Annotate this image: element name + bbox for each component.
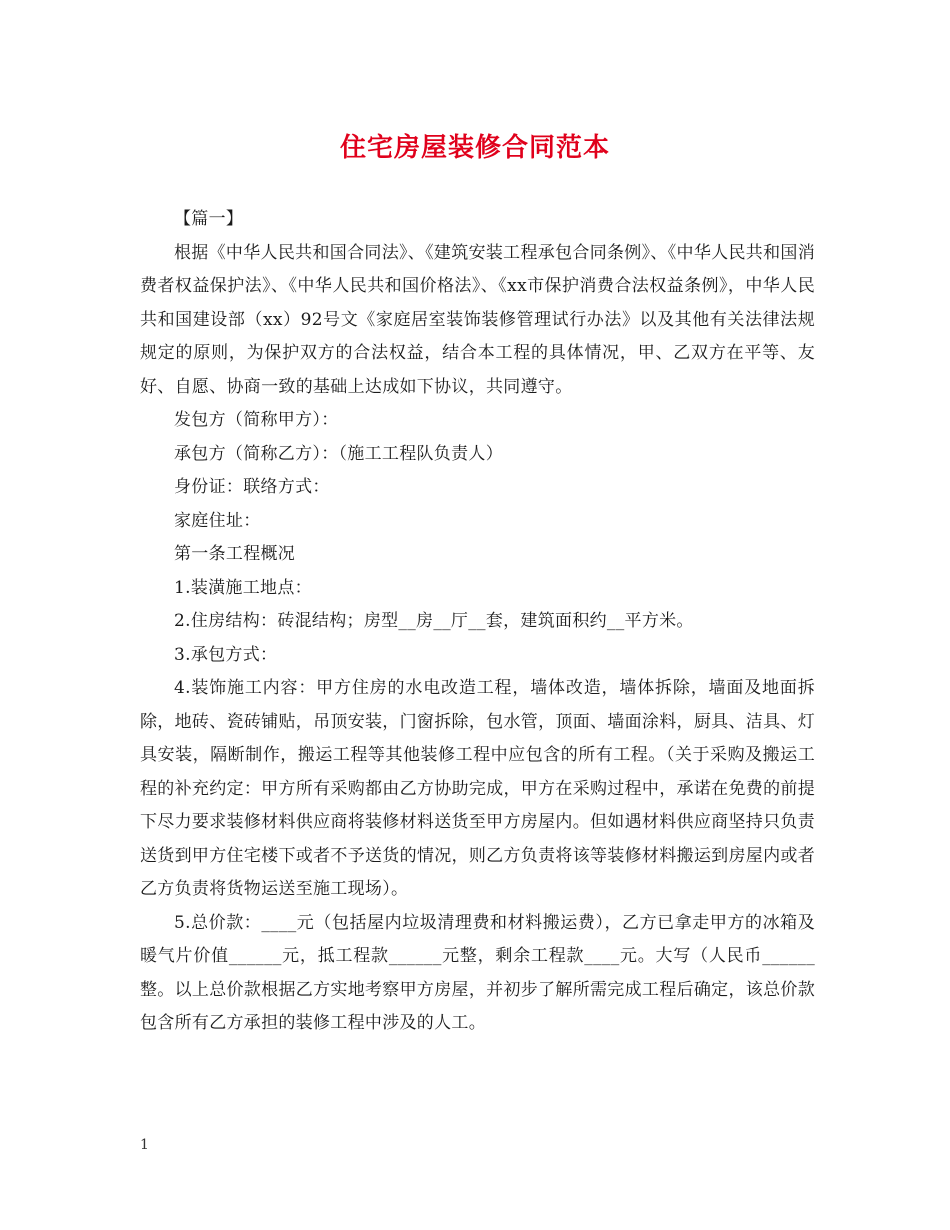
clause-3: 3.承包方式： [174, 644, 278, 665]
party-a-line: 发包方（简称甲方）： [174, 410, 339, 430]
document-title: 住宅房屋装修合同范本 [339, 133, 610, 163]
party-b-line: 承包方（简称乙方）：（施工工程队负责人） [174, 443, 503, 464]
clause-1: 1.装潢施工地点： [174, 577, 312, 598]
document-body [140, 203, 815, 1041]
address-line: 家庭住址： [174, 510, 261, 531]
section-heading: 【篇一】 [174, 209, 244, 229]
clause-2: 2.住房结构：砖混结构；房型__房__厅__套，建筑面积约__平方米。 [174, 611, 694, 631]
article-heading: 第一条工程概况 [174, 544, 296, 564]
clause-4: 4.装饰施工内容：甲方住房的水电改造工程，墙体改造，墙体拆除，墙面及地面拆除，地砖、瓷砖铺贴，吊顶安装，门窗拆除，包水管，顶面、墙面涂料，厨具、洁具、灯具安装，隔断制作，搬运工程等其他装修工程中应包含的所有工程。（关于采购及搬运工程的补充约定：甲方所有采购都由乙方协助完成，甲方在采购过程中，承诺在免费的前提下尽力要求装修材料供应商将装修材料送货至甲方房屋内。但如遇材料供应商坚持只负责送货到甲方住宅楼下或者不予送货的情况，则乙方负责将该等装修材料搬运到房屋内或者乙方负责将货物运送至施工现场）。 [140, 678, 815, 899]
id-contact-line: 身份证：联络方式： [174, 477, 330, 497]
preamble-paragraph: 根据《中华人民共和国合同法》、《建筑安装工程承包合同条例》、《中华人民共和国消费者权益保护法》、《中华人民共和国价格法》、《xx市保护消费合法权益条例》，中华人民共和国建设部（xx）92号文《家庭居室装饰装修管理试行办法》以及其他有关法律法规规定的原则，为保护双方的合法权益，结合本工程的具体情况，甲、乙双方在平等、友好、自愿、协商一致的基础上达成如下协议，共同遵守。 [140, 242, 815, 397]
clause-5: 5.总价款：____元（包括屋内垃圾清理费和材料搬运费），乙方已拿走甲方的冰箱及暖气片价值______元，抵工程款______元整，剩余工程款____元。大写（人民币______整。以上总价款根据乙方实地考察甲方房屋，并初步了解所需完成工程后确定，该总价款包含所有乙方承担的装修工程中涉及的人工。 [140, 912, 815, 1033]
page-number: 1 [140, 1137, 149, 1153]
